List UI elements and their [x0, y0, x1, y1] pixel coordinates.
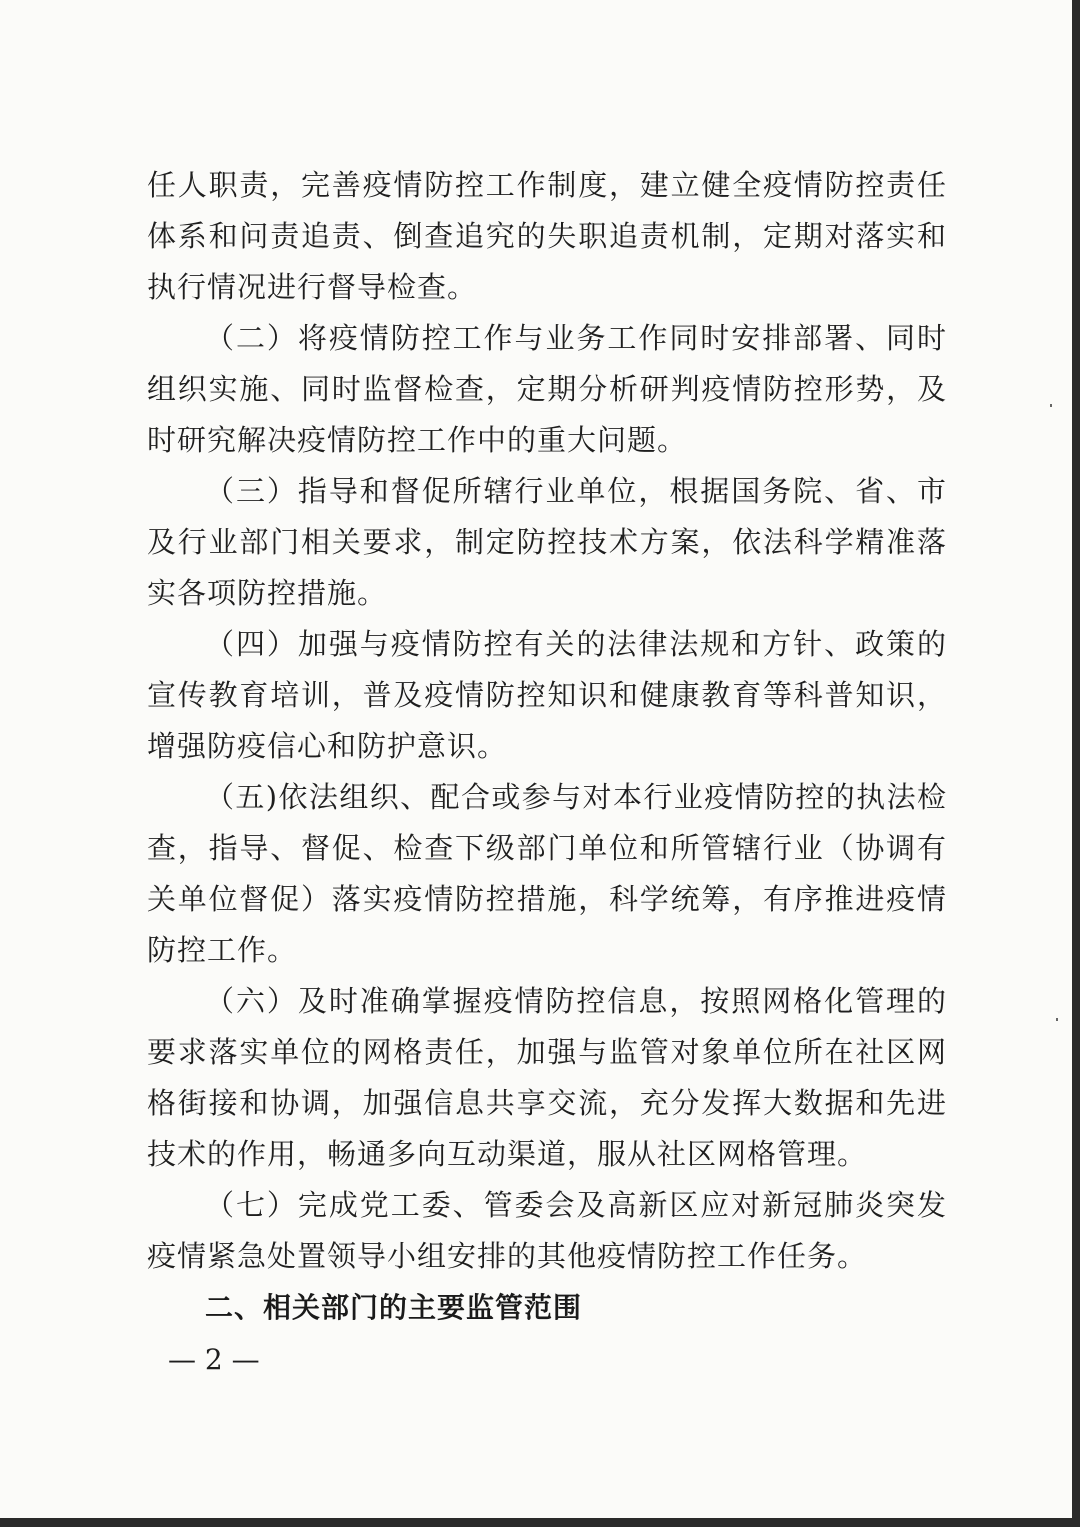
paragraph-continuation: 任人职责，完善疫情防控工作制度，建立健全疫情防控责任体系和问责追责、倒查追究的失职追责机制，定期对落实和执行情况进行督导检查。	[147, 168, 947, 304]
paragraph-item-7: （七）完成党工委、管委会及高新区应对新冠肺炎突发疫情紧急处置领导小组安排的其他疫情防控工作任务。	[147, 1188, 947, 1273]
paragraph-item-6: （六）及时准确掌握疫情防控信息，按照网格化管理的要求落实单位的网格责任，加强与监管对象单位所在社区网格街接和协调，加强信息共享交流，充分发挥大数据和先进技术的作用，畅通多向互动渠道，服从社区网格管理。	[147, 984, 947, 1171]
paragraph-item-3: （三）指导和督促所辖行业单位，根据国务院、省、市及行业部门相关要求，制定防控技术方案，依法科学精准落实各项防控措施。	[147, 474, 947, 610]
section-heading: 二、相关部门的主要监管范围	[205, 1291, 583, 1324]
page-number: — 2 —	[168, 1343, 260, 1376]
scan-speck	[1050, 404, 1052, 407]
paragraph-item-4: （四）加强与疫情防控有关的法律法规和方针、政策的宣传教育培训，普及疫情防控知识和健康教育等科普知识，增强防疫信心和防护意识。	[147, 627, 947, 763]
document-body	[147, 160, 947, 1333]
paragraph-item-5: （五)依法组织、配合或参与对本行业疫情防控的执法检查，指导、督促、检查下级部门单位和所管辖行业（协调有关单位督促）落实疫情防控措施，科学统筹，有序推进疫情防控工作。	[147, 780, 947, 967]
scan-speck	[1056, 1018, 1058, 1021]
scan-edge-bottom	[0, 1518, 1080, 1527]
scan-edge-right	[1072, 0, 1080, 1527]
paragraph-item-2: （二）将疫情防控工作与业务工作同时安排部署、同时组织实施、同时监督检查，定期分析研判疫情防控形势，及时研究解决疫情防控工作中的重大问题。	[147, 321, 947, 457]
